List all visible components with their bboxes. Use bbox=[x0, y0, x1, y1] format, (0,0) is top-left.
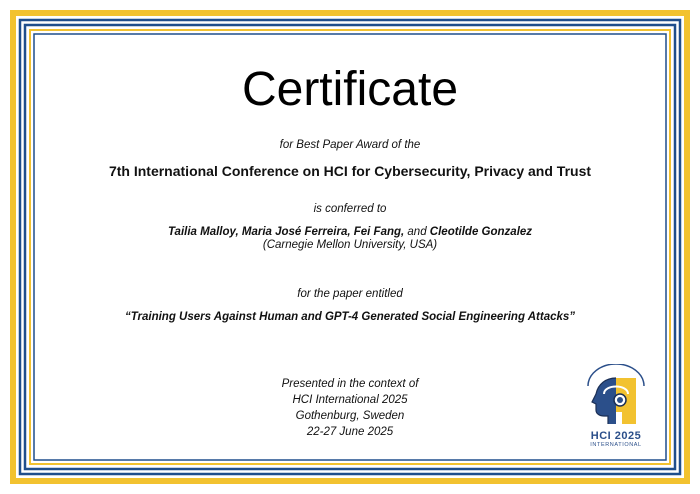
paper-title: “Training Users Against Human and GPT-4 Generated Social Engineering Attacks” bbox=[124, 311, 576, 323]
authors-and: and bbox=[404, 226, 430, 238]
award-line: for Best Paper Award of the bbox=[279, 139, 421, 151]
hci-logo-icon bbox=[582, 364, 650, 430]
logo-text: HCI 2025 bbox=[590, 430, 642, 442]
authors-part1: Tailia Malloy, Maria José Ferreira, Fei Fang, bbox=[167, 226, 405, 238]
certificate-title: Certificate bbox=[241, 63, 459, 116]
presented-line: Presented in the context of bbox=[281, 378, 419, 390]
hci-logo bbox=[582, 364, 650, 454]
event-dates: 22-27 June 2025 bbox=[306, 426, 394, 438]
event-name: HCI International 2025 bbox=[292, 394, 408, 406]
logo-subtext: INTERNATIONAL bbox=[590, 442, 642, 448]
conference-name: 7th International Conference on HCI for Cybersecurity, Privacy and Trust bbox=[108, 163, 592, 179]
affiliation: (Carnegie Mellon University, USA) bbox=[262, 239, 438, 251]
event-location: Gothenburg, Sweden bbox=[295, 410, 405, 422]
authors-part2: Cleotilde Gonzalez bbox=[429, 226, 533, 238]
conferred-line: is conferred to bbox=[313, 203, 387, 215]
paper-intro: for the paper entitled bbox=[297, 288, 403, 300]
